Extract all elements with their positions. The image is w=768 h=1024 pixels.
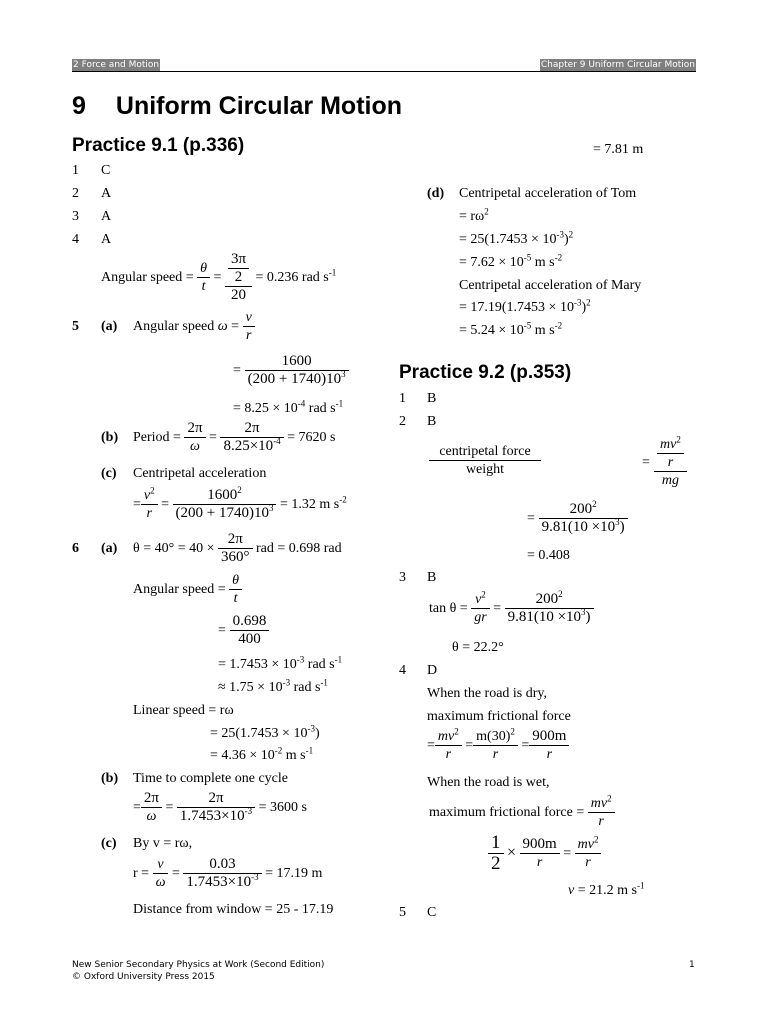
q5a-step2: = $\frac{1600}{(200 + 1740)10^3}$ [233, 352, 349, 389]
part-c: (c) [101, 466, 117, 481]
e: -3 [296, 654, 305, 665]
d: 400 [238, 631, 261, 648]
e: 2 [481, 589, 486, 600]
q3-result: θ = 22.2° [452, 640, 504, 655]
q2-step2: = $\frac{200^2}{9.81(10 \times 10^3)}$ [527, 499, 628, 538]
c: ) [314, 726, 320, 741]
e: -5 [523, 252, 532, 263]
times: × [507, 844, 517, 861]
n: v [153, 856, 169, 874]
e: -3 [556, 229, 564, 240]
ce: 2 [568, 229, 574, 240]
result: = 3600 s [258, 800, 307, 815]
practice-9-2-heading: Practice 9.2 (p.353) [399, 362, 572, 383]
frac-den: 2 [234, 269, 243, 286]
q2-result: = 0.408 [527, 548, 570, 563]
v: = 1.7453 × 10 [218, 657, 297, 672]
part-a: (a) [101, 319, 118, 334]
n: 0.698 [230, 613, 270, 631]
q4-dry-equation: = $\frac{mv^2}{r}$ = $\frac{m(30)^2}{r}$ = $\frac{900m}{r}$ [427, 727, 569, 765]
q4-wet: When the road is wet, [427, 775, 550, 790]
d: r [598, 814, 604, 830]
e: 2 [607, 793, 612, 804]
d: r [585, 855, 591, 871]
e: 2 [237, 485, 242, 496]
header-left: 2 Force and Motion [73, 60, 160, 70]
answer-number: 2 [399, 414, 406, 429]
label: Angular speed [133, 319, 215, 334]
n: mv [577, 837, 594, 853]
answer-number: 4 [72, 232, 79, 247]
part-d: (d) [427, 186, 445, 201]
chapter-number: 9 [72, 92, 86, 120]
q6d-line3 [459, 229, 574, 248]
answer-value: B [427, 414, 437, 429]
answer-value: B [427, 391, 437, 406]
e: 2 [150, 485, 155, 496]
r: rad = 0.698 rad [256, 541, 342, 556]
u: rad s [305, 401, 336, 416]
label: Period = [133, 430, 181, 445]
e: -3 [573, 297, 582, 308]
q6c-equation: r = $\frac{v}{\omega}$ = $\frac{0.03}{1.7453\times 10^{-3}}$ = 17.19 m [133, 856, 323, 891]
frac-num: 2π [184, 420, 205, 438]
l1: θ = 40° = 40 × [133, 541, 215, 556]
d: ω [146, 809, 157, 825]
e: 2 [454, 726, 459, 737]
ue: -1 [320, 677, 328, 688]
chapter-title [72, 90, 402, 122]
page-number: 1 [689, 960, 695, 970]
ce: 2 [586, 297, 591, 308]
answer-value: A [101, 209, 112, 224]
v: = 5.24 × 10 [459, 323, 524, 338]
answer-value: B [427, 570, 437, 585]
q6a-r1 [218, 654, 343, 673]
r: = 8.25 × 10 [233, 401, 298, 416]
n: 2π [177, 790, 255, 808]
e: 2 [558, 589, 563, 600]
frac-num: v [243, 309, 255, 327]
n: 200 [569, 501, 593, 518]
num: 5 [72, 319, 79, 334]
d: 9.81(10 ×10 [541, 519, 616, 536]
v: = 7.62 × 10 [459, 255, 524, 270]
n: v [475, 592, 482, 608]
d: gr [474, 610, 487, 626]
q5c-equation: = $\frac{v^2}{r}$ = $\frac{1600^2}{(200 + 1740)10^3}$ = 1.32 m $s^{-2}$ [133, 485, 347, 522]
ue: -1 [334, 654, 343, 665]
n: 0.03 [183, 856, 261, 874]
d: r [546, 747, 553, 763]
frac-num: 3π [228, 251, 249, 269]
header-right: Chapter 9 Uniform Circular Motion [540, 60, 695, 70]
footer-book-title: New Senior Secondary Physics at Work (Second Edition) [72, 960, 325, 970]
answer-number: 5 [399, 905, 406, 920]
result: = 0.236 rad s [255, 270, 329, 285]
frac-den: ω [190, 439, 200, 455]
e: -4 [297, 398, 306, 409]
answer-number: 1 [399, 391, 406, 406]
n: 1 [488, 833, 504, 854]
label: Angular speed = [101, 270, 194, 285]
answer-value: A [101, 232, 112, 247]
e: -3 [251, 872, 259, 883]
q4-result: v = 21.2 m $s^{-1}$ [568, 880, 645, 898]
q6a-ls1 [210, 723, 320, 742]
ue: -2 [554, 320, 563, 331]
q6a-theta [133, 529, 342, 569]
q6d-line1: Centripetal acceleration of Tom [459, 186, 637, 201]
e: -3 [307, 723, 315, 734]
v: = 4.36 × 10 [210, 748, 275, 763]
part-a: (a) [101, 541, 118, 556]
e: 2 [592, 499, 597, 510]
frac-num: 1600 [245, 353, 349, 371]
v: = 21.2 m s [574, 883, 637, 898]
q2-eq: = [642, 455, 650, 470]
frac-den: 20 [230, 287, 246, 304]
q4-dry: When the road is dry, [427, 686, 547, 701]
q2-ratio [429, 443, 541, 478]
e: -4 [273, 436, 281, 447]
header-rule [72, 71, 696, 72]
e: -3 [244, 806, 253, 817]
u: m s [282, 748, 306, 763]
n: 1600 [207, 487, 238, 504]
d: (200 + 1740)10 [175, 505, 269, 522]
e: 2 [484, 206, 489, 217]
label: Angular speed = [133, 582, 226, 597]
n: centripetal force [429, 443, 541, 461]
d: ω [155, 875, 166, 891]
r: r = [133, 866, 150, 881]
label: maximum frictional force = [429, 805, 585, 820]
n: v [143, 488, 151, 504]
q6d-line2 [459, 206, 489, 225]
e: -3 [282, 677, 291, 688]
n: 2π [218, 531, 253, 549]
v: = 25(1.7453 × 10 [459, 232, 557, 247]
q3-equation: tan θ = $\frac{v^2}{gr}$ = $\frac{200^2}{9.81(10 \times 10^3)}$ [429, 590, 594, 628]
u: rad s [290, 680, 321, 695]
n: m(30) [476, 729, 511, 745]
q6a-step2: = $\frac{0.698}{400}$ [218, 612, 269, 649]
e: 2 [593, 834, 599, 845]
exponent: 3 [341, 369, 346, 380]
q2-nested [654, 434, 687, 492]
v: = 17.19(1.7453 × 10 [459, 300, 574, 315]
answer-value: C [427, 905, 437, 920]
ue: -2 [554, 252, 563, 263]
d: 1.7453×10 [179, 808, 245, 825]
ue: -1 [335, 398, 344, 409]
result: = 1.32 m s [279, 497, 340, 512]
footer-copyright: © Oxford University Press 2015 [72, 972, 215, 982]
n: θ [229, 572, 242, 590]
u: m s [531, 255, 555, 270]
q6b-label: Time to complete one cycle [133, 771, 288, 786]
d: 2 [491, 853, 501, 875]
ue: -1 [305, 745, 314, 756]
q5c-label: Centripetal acceleration [133, 466, 267, 481]
e: 3 [581, 607, 586, 618]
q6d-line5: Centripetal acceleration of Mary [459, 278, 642, 293]
exponent: -1 [328, 267, 337, 278]
q5-number [72, 319, 79, 335]
answer-number: 4 [399, 663, 406, 678]
n: 900m [520, 836, 560, 854]
q6-number [72, 541, 79, 557]
e: 3 [268, 503, 274, 514]
q6c-distance: Distance from window = 25 - 17.19 [133, 902, 334, 917]
q5a-angular-speed [133, 309, 255, 345]
q6c-continued: = 7.81 m [593, 142, 644, 157]
n: mv [437, 729, 455, 745]
q4-angular-speed: Angular speed = $\frac{\theta}{t}$ = $\frac{\frac{3\pi}{2}}{20}$ = 0.236 rad $s^{-1}$ [101, 251, 337, 304]
answer-number: 2 [72, 186, 79, 201]
q6a-linear-speed: Linear speed = rω [133, 703, 234, 718]
e: 2 [676, 434, 681, 445]
frac-num: θ [197, 260, 210, 278]
omega: ω [217, 319, 228, 334]
n: mv [590, 796, 608, 812]
result: = 17.19 m [265, 866, 323, 881]
d: r [146, 506, 152, 522]
part-b: (b) [101, 771, 119, 786]
d: r [667, 455, 674, 471]
q5b-period: Period = $\frac{2\pi}{\omega}$ = $\frac{2\pi}{8.25\times 10^{-4}}$ = 7620 s [133, 420, 336, 455]
d: r [492, 747, 499, 763]
v: ≈ 1.75 × 10 [218, 680, 283, 695]
n: mv [660, 437, 677, 453]
q6d-line7 [459, 320, 563, 339]
c: ) [585, 609, 591, 626]
part-c: (c) [101, 836, 117, 851]
answer-value: C [101, 163, 111, 178]
e: -1 [636, 880, 645, 891]
q6b-equation: = $\frac{2\pi}{\omega}$ = $\frac{2\pi}{1.7453\times 10^{-3}}$ = 3600 s [133, 790, 307, 825]
d: mg [661, 473, 679, 489]
v: = rω [459, 209, 485, 224]
part-b: (b) [101, 430, 119, 445]
q4-half-equation: $\frac{1}{2}$ × $\frac{900m}{r}$ = $\frac{mv^2}{r}$ [488, 833, 601, 874]
d: weight [465, 462, 505, 477]
q6a-ls2 [210, 745, 314, 764]
frac-den: r [245, 328, 252, 344]
frac-num: 2π [220, 420, 283, 438]
chapter-title-text: Uniform Circular Motion [115, 92, 403, 120]
d: r [536, 855, 543, 871]
n: 900m [529, 728, 569, 746]
q6c-label: By v = rω, [133, 836, 193, 851]
n: 200 [535, 591, 559, 608]
c: ) [581, 300, 587, 315]
d: 1.7453×10 [186, 874, 252, 891]
eq: = [231, 319, 240, 334]
tan: tan θ = [429, 601, 468, 616]
e: 3 [615, 517, 620, 528]
answer-value: A [101, 186, 112, 201]
u: rad s [304, 657, 335, 672]
q4-mff: maximum frictional force [427, 709, 571, 724]
e: -2 [274, 745, 283, 756]
practice-9-1-heading: Practice 9.1 (p.336) [72, 135, 245, 156]
frac-den: t [201, 279, 206, 295]
q6a-angular-speed [133, 572, 242, 608]
answer-number: 3 [72, 209, 79, 224]
d: 9.81(10 ×10 [507, 609, 582, 626]
c: ) [619, 519, 625, 536]
frac-den: 8.25×10 [223, 438, 274, 455]
d: t [233, 591, 238, 607]
frac-den: (200 + 1740)10 [247, 371, 342, 388]
q6a-r2 [218, 677, 328, 696]
u: m s [531, 323, 555, 338]
q6d-line4 [459, 252, 563, 271]
q4-wet-equation [429, 794, 615, 832]
q5a-result [233, 398, 344, 417]
v: = 25(1.7453 × 10 [210, 726, 308, 741]
c: ) [563, 232, 569, 247]
e: -2 [339, 494, 347, 505]
q6d-line6 [459, 297, 591, 316]
e: 2 [510, 726, 515, 737]
answer-number: 1 [72, 163, 79, 178]
answer-value: D [427, 663, 438, 678]
num: 6 [72, 541, 79, 556]
answer-number: 3 [399, 570, 406, 585]
d: 360° [221, 549, 250, 566]
result: = 7620 s [287, 430, 336, 445]
n: 2π [141, 790, 162, 808]
e: -5 [523, 320, 532, 331]
d: r [445, 747, 452, 763]
